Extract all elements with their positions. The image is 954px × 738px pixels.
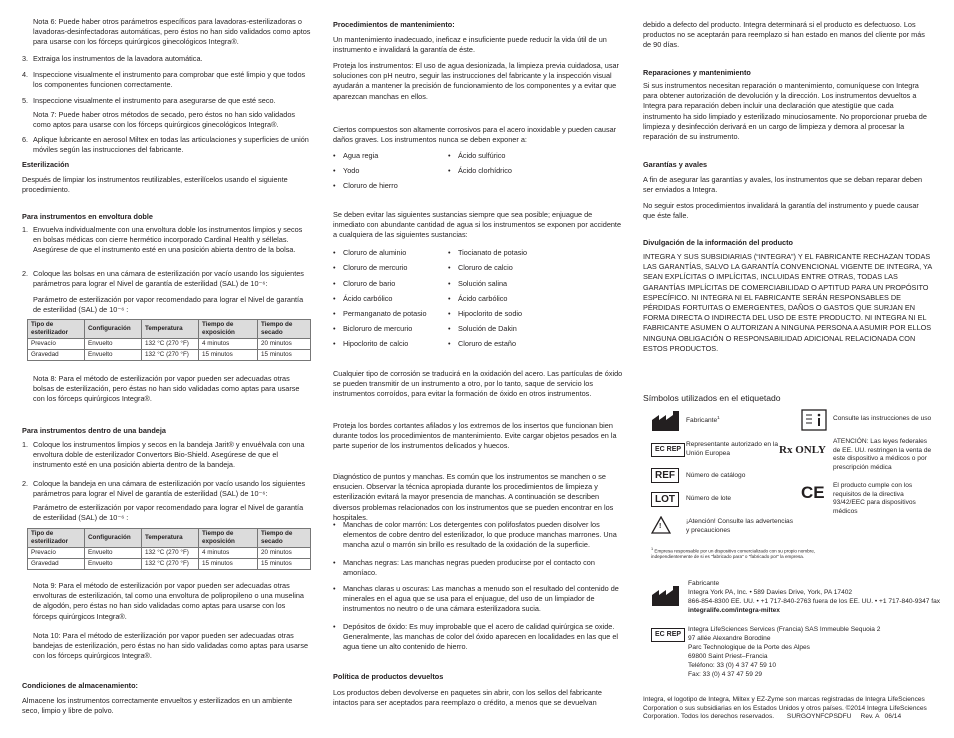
table-row	[28, 339, 311, 350]
ec-rep-line: Teléfono: 33 (0) 4 37 47 59 10	[688, 662, 776, 669]
step-number-3: 3.	[22, 54, 29, 63]
list-item: • Solución de Dakin	[458, 324, 517, 334]
lot-icon: LOT	[651, 492, 679, 507]
symbol-ce: El producto cumple con los requisitos de la directiva 93/42/EEC para dispositivos médicos	[833, 482, 916, 515]
edges-text: Proteja los bordes cortantes afilados y los extremos de los insertos que funcionan bien durante todos los procedimientos de mantenimiento. Evite cargar objetos pesados en la parte superior de los instrumentos delicados y huecos.	[333, 421, 617, 451]
table-cell: 15 minutos	[199, 350, 258, 361]
list-item: • Ácido clorhídrico	[458, 166, 512, 176]
env-step-number-1: 1.	[22, 225, 29, 234]
table-cell: Gravedad	[28, 350, 85, 361]
tray-step-2: Coloque la bandeja en una cámara de esterilización por vacío usando los siguientes parámetros para lograr el Nivel de garantía de esterilidad (SAL) de 10⁻⁶:	[33, 479, 306, 499]
symbol-manufacturer-text: Fabricante	[686, 417, 718, 425]
footnote	[651, 547, 851, 560]
sterilization-intro: Después de limpiar los instrumentos reutilizables, esterilícelos usando el siguiente procedimiento.	[22, 175, 288, 195]
env-step-number-2: 2.	[22, 269, 29, 278]
list-item: • Bicloruro de mercurio	[343, 324, 412, 334]
list-item: • Cloruro de calcio	[458, 263, 513, 273]
table-cell: 132 °C (270 °F)	[142, 548, 199, 559]
tray-step-number-1: 1.	[22, 440, 29, 449]
table-cell: Envuelto	[85, 548, 142, 559]
table-header-cell: Tiempo de secado	[258, 320, 311, 339]
table-cell: Gravedad	[28, 559, 85, 570]
warranty-heading: Garantías y avales	[643, 160, 708, 169]
symbol-warning: ¡Atención! Consulte las advertencias y precauciones	[686, 518, 794, 534]
manufacturer-icon	[651, 410, 681, 432]
warranty-text-1: A fin de asegurar las garantías y avales, los instrumentos que se deban reparar deben ser enviados a Integra.	[643, 175, 923, 195]
step-4: Inspeccione visualmente el instrumento para comprobar que esté limpio y que todos los componentes funcionen correctamente.	[33, 70, 306, 90]
list-item: • Manchas negras: Las manchas negras pueden producirse por el contacto con amoníaco.	[343, 558, 623, 578]
table-cell: Prevacío	[28, 548, 85, 559]
step-number-6: 6.	[22, 135, 29, 144]
table-cell: 15 minutos	[258, 350, 311, 361]
symbol-rx-only: ATENCIÓN: Las leyes federales de EE. UU. restringen la venta de este dispositivo a médicos o por prescripción médica	[833, 438, 932, 471]
env-step-1: Envuelva individualmente con una envoltura doble los instrumentos limpios y secos en bolsas médicas con cierre hermético incorporado Cardinal Health y séllelas. Asegúrese de que el instrumento esté en una posición abierta dentro de la bolsa.	[33, 225, 303, 255]
table-cell: 15 minutos	[199, 559, 258, 570]
manufacturer-address: Integra York PA, Inc. • 589 Davies Drive, York, PA 17402	[688, 589, 853, 596]
ec-rep-name: Integra LifeSciences Services (Francia) SAS Immeuble Sequoia 2	[688, 626, 881, 633]
table-cell: Prevacío	[28, 339, 85, 350]
list-item: • Hipoclorito de calcio	[343, 339, 408, 349]
note-7: Nota 7: Puede haber otros métodos de secado, pero éstos no han sido validados como aptos para usarse con los fórceps quirúrgicos ginecológicos Integra®.	[33, 110, 296, 130]
manufacturer-phone: 866-854-8300 EE. UU. • +1 717-840-2763 fuera de los EE. UU. • +1 717-840-9347 fax	[688, 598, 941, 605]
list-item: • Cloruro de hierro	[343, 181, 398, 191]
table-cell: Envuelto	[85, 339, 142, 350]
symbol-ifu: Consulte las instrucciones de uso	[833, 415, 932, 422]
footnote-text: Empresa responsable por un dispositivo comercializado con su propio nombre, independientemente de si es "fabricado para" o "fabricado por" la empresa.	[651, 548, 816, 560]
list-item: • Ácido sulfúrico	[458, 151, 505, 161]
avoid-text: Se deben evitar las siguientes sustancias siempre que sea posible; enjuague de inmediato con abundante cantidad de agua si los instrumentos se exponen por accidente a cualquiera de las siguientes sustancias:	[333, 210, 622, 240]
table-cell: 132 °C (270 °F)	[142, 350, 199, 361]
list-item: • Manchas de color marrón: Los detergentes con polifosfatos pueden disolver los elementos de cobre dentro del esterilizador, lo que produce manchas marrones. Una mancha azul o marrón sin brillo es resultado de la oxidación de la superficie.	[343, 520, 623, 551]
list-item: • Cloruro de mercurio	[343, 263, 407, 273]
diagnostic-text: Diagnóstico de puntos y manchas. Es común que los instrumentos se manchen o se ensucien. Observar la técnica apropiada durante los procedimientos de limpieza y esterilización evitará la mayor presencia de manchas. A continuación se describen diversos problemas relacionados con los instrumentos que se pueden encontrar en los hospitales.	[333, 472, 614, 522]
returns-heading: Política de productos devueltos	[333, 672, 444, 681]
manufacturer-label: Fabricante	[688, 580, 720, 587]
tray-heading: Para instrumentos dentro de una bandeja	[22, 426, 166, 435]
maintenance-heading: Procedimientos de mantenimiento:	[333, 20, 455, 29]
list-item: • Ácido carbólico	[343, 294, 392, 304]
disclosure-text: INTEGRA Y SUS SUBSIDIARIAS (“INTEGRA”) Y EL FABRICANTE RECHAZAN TODAS LAS GARANTÍAS, SALVO LA GARANTÍA CONVENCIONAL VIGENTE DE INTEGRA, YA SEAN EXPLÍCITAS O IMPLÍCITAS, INCLUIDAS ENTRE OTRAS, TODAS LAS GARANTÍAS IMPLÍCITAS DE COMERCIABILIDAD O APTITUD PARA UN PROPÓSITO ESPECÍFICO. NI INTEGRA NI EL FABRICANTE SERÁN RESPONSABLES DE PÉRDIDAS FORTUITAS O EMERGENTES, DAÑOS O GASTOS QUE SURJAN EN FORMA DIRECTA O INDIRECTA DEL USO DE ESTE PRODUCTO. NI INTEGRA NI EL FABRICANTE ASUMEN O AUTORIZAN A NINGUNA PERSONA A ASUMIR POR ELLOS NINGUNA OBLIGACIÓN O RESPONSABILIDAD ADICIONAL RELACIONADA CON ESTOS PRODUCTOS.	[643, 252, 932, 353]
table-header-cell: Tipo de esterilizador	[28, 320, 85, 339]
ec-rep-line: 97 allée Alexandre Borodine	[688, 635, 771, 642]
list-item: • Cloruro de estaño	[458, 339, 516, 349]
table-header-cell: Configuración	[85, 320, 142, 339]
trademark-notice: Integra, el logotipo de Integra, Miltex y EZ-Zyme son marcas registradas de Integra LifeSciences Corporation o sus subsidiarias en los Estados Unidos y otros países. ©2014 Integra LifeSciences Corporation. Todos los derechos reservados. SURGOYNFCPSDFU Rev. A 06/14	[643, 696, 929, 721]
ec-rep-line: Parc Technologique de la Porte des Alpes	[688, 644, 810, 651]
oxidation-text: Cualquier tipo de corrosión se traducirá en la oxidación del acero. Las partículas de óxido se pueden transmitir de un instrumento a otro, por lo tanto, saque de servicio los instrumentos corroídos, para evitar la formación de óxido en otros instrumentos.	[333, 369, 623, 399]
table-cell: Envuelto	[85, 350, 142, 361]
table-cell: Envuelto	[85, 559, 142, 570]
footnote-number: 1	[651, 547, 654, 551]
list-item: • Agua regia	[343, 151, 378, 161]
table-cell: 20 minutos	[258, 548, 311, 559]
ec-rep-icon: EC REP	[651, 443, 685, 457]
note-9: Nota 9: Para el método de esterilización por vapor pueden ser adecuadas otras envolturas de esterilización, tal como una envoltura de polipropileno o una muselina de algodón, pero éstas no han sido validadas como aptas para usarse con los fórceps quirúrgicos Integra®.	[33, 581, 304, 621]
table-cell: 4 minutos	[199, 548, 258, 559]
maintenance-text: Un mantenimiento inadecuado, ineficaz e insuficiente puede reducir la vida útil de un instrumento e invalidará la garantía de éste.	[333, 35, 607, 55]
step-number-4: 4.	[22, 70, 29, 79]
list-item: • Tiocianato de potasio	[458, 248, 527, 258]
ec-rep-line: 69800 Saint Priest–Francia	[688, 653, 768, 660]
table-header-cell: Tiempo de secado	[258, 529, 311, 548]
note-10: Nota 10: Para el método de esterilización por vapor pueden ser adecuadas otras bandejas de esterilización, pero éstas no han sido validadas como aptas para usarse con los fórceps quirúrgicos Integra®.	[33, 631, 309, 661]
list-item: • Cloruro de aluminio	[343, 248, 406, 258]
sterilization-table-wrap	[27, 319, 311, 361]
table-cell: 4 minutos	[199, 339, 258, 350]
warning-icon-glyph: !	[659, 523, 662, 530]
storage-text: Almacene los instrumentos correctamente envueltos y esterilizados en un ambiente seco, limpio y libre de polvo.	[22, 696, 293, 716]
table-row	[28, 350, 311, 361]
step-number-5: 5.	[22, 96, 29, 105]
table-header-row	[28, 320, 311, 339]
list-item: • Solución salina	[458, 279, 507, 289]
env-steam-param: Parámetro de esterilización por vapor recomendado para lograr el Nivel de garantía de esterilidad (SAL) de 10⁻⁶ :	[33, 295, 304, 315]
table-header-cell: Tiempo de exposición	[199, 529, 258, 548]
table-header-cell: Temperatura	[142, 529, 199, 548]
note-6: Nota 6: Puede haber otros parámetros específicos para lavadoras-esterilizadoras o lavadoras-desinfectadoras automáticas, pero éstos no han sido validados como aptos para usarse con los fórceps quirúrgicos ginecológicos Integra®.	[33, 17, 311, 47]
list-item: • Manchas claras u oscuras: Las manchas a menudo son el resultado del contenido de minerales en el agua que se usa para el enjuague, del uso de un limpiador de instrumentos no neutro o de una cámara esterilizadora sucia.	[343, 584, 623, 615]
list-item: • Cloruro de bario	[343, 279, 395, 289]
repairs-heading: Reparaciones y mantenimiento	[643, 68, 751, 77]
note-8: Nota 8: Para el método de esterilización por vapor pueden ser adecuadas otras bolsas de esterilización, pero éstas no han sido validadas como aptas para usarse con los fórceps quirúrgicos Integra®.	[33, 374, 300, 404]
tray-steam-param: Parámetro de esterilización por vapor recomendado para lograr el Nivel de garantía de esterilidad (SAL) de 10⁻⁶ :	[33, 503, 304, 523]
list-item: • Hipoclorito de sodio	[458, 309, 522, 319]
table-header-cell: Temperatura	[142, 320, 199, 339]
tray-step-number-2: 2.	[22, 479, 29, 488]
env-step-2: Coloque las bolsas en una cámara de esterilización por vacío usando los siguientes parámetros para lograr el Nivel de garantía de esterilidad (SAL) de 10⁻⁶:	[33, 269, 304, 289]
table-cell: 20 minutos	[258, 339, 311, 350]
ce-mark-icon: CE	[801, 483, 825, 502]
rx-only-icon: Rx ONLY	[779, 444, 826, 456]
table-cell: 132 °C (270 °F)	[142, 559, 199, 570]
storage-heading: Condiciones de almacenamiento:	[22, 681, 138, 690]
ec-rep-block-icon: EC REP	[651, 628, 685, 642]
symbols-heading: Símbolos utilizados en el etiquetado	[643, 393, 781, 403]
symbol-lot: Número de lote	[686, 495, 732, 502]
list-item: • Yodo	[343, 166, 359, 176]
corrosive-text: Ciertos compuestos son altamente corrosivos para el acero inoxidable y pueden causar daños graves. Los instrumentos nunca se deben exponer a:	[333, 125, 617, 145]
double-wrap-heading: Para instrumentos en envoltura doble	[22, 212, 153, 221]
sterilization-table-tray	[27, 528, 311, 570]
step-3: Extraiga los instrumentos de la lavadora automática.	[33, 54, 203, 63]
symbol-manufacturer	[686, 415, 720, 426]
list-item: • Permanganato de potasio	[343, 309, 427, 319]
disclosure-heading: Divulgación de la información del producto	[643, 238, 794, 247]
protect-text: Proteja los instrumentos: El uso de agua desionizada, la limpieza previa cuidadosa, usar soluciones con pH neutro, seguir las instrucciones del fabricante y la inspección visual ayudarán a mantener la precisión de funcionamiento de los componentes y a evitar que aparezcan manchas en ellos.	[333, 61, 619, 101]
table-row	[28, 548, 311, 559]
returns-text: Los productos deben devolverse en paquetes sin abrir, con los sellos del fabricante intactos para ser aceptados para reemplazo o crédito, a menos que se devuelvan	[333, 688, 602, 708]
warranty-text-2: No seguir estos procedimientos invalidará la garantía del instrumento y puede causar que éste falle.	[643, 201, 919, 221]
footnote-marker: 1	[717, 415, 720, 420]
ec-rep-line: Fax: 33 (0) 4 37 47 59 29	[688, 671, 763, 678]
returns-continued: debido a defecto del producto. Integra determinará si el producto es defectuoso. Los productos no se aceptarán para reemplazo si han estado en manos del cliente por más de 90 días.	[643, 20, 925, 50]
table-header-cell: Tipo de esterilizador	[28, 529, 85, 548]
step-5: Inspeccione visualmente el instrumento para asegurarse de que esté seco.	[33, 96, 276, 105]
list-item: • Ácido carbólico	[458, 294, 507, 304]
table-cell: 132 °C (270 °F)	[142, 339, 199, 350]
list-item: • Depósitos de óxido: Es muy improbable que el acero de calidad quirúrgica se oxide. Generalmente, las manchas de color del óxido aparecen en localidades en las que el agua tiene un alto contenido de hierro.	[343, 622, 623, 653]
ref-icon: REF	[651, 468, 679, 483]
table-header-row	[28, 529, 311, 548]
manufacturer-website[interactable]: integralife.com/integra-miltex	[688, 607, 780, 614]
table-cell: 15 minutos	[258, 559, 311, 570]
symbol-ref: Número de catálogo	[686, 472, 746, 479]
tray-step-1: Coloque los instrumentos limpios y secos en la bandeja Jarit® y envuélvala con una envoltura doble de esterilizador Convertors Bio-Shield. Asegúrese de que el instrumento esté en una posición abierta dentro de la bandeja.	[33, 440, 305, 470]
table-header-cell: Tiempo de exposición	[199, 320, 258, 339]
manufacturer-block-icon	[651, 585, 681, 607]
sterilization-heading: Esterilización	[22, 160, 70, 169]
table-header-cell: Configuración	[85, 529, 142, 548]
instructions-icon	[801, 409, 827, 431]
repairs-text: Si sus instrumentos necesitan reparación o mantenimiento, comuníquese con Integra para obtener autorización de devolución y la dirección. Los instrumentos devueltos a Integra para reparación deben incluir una declaración que atestigüe que cada instrumento ha sido limpiado y esterilizado minuciosamente. No proporcionar prueba de limpieza y desinfección derivará en un cargo de limpieza y demora al procesar la reparación de su instrumento.	[643, 81, 927, 142]
symbol-ec-rep: Representante autorizado en la Unión Europea	[686, 441, 779, 457]
table-row	[28, 559, 311, 570]
step-6: Aplique lubricante en aerosol Miltex en todas las articulaciones y superficies de unión móviles según las instrucciones del fabricante.	[33, 135, 309, 155]
